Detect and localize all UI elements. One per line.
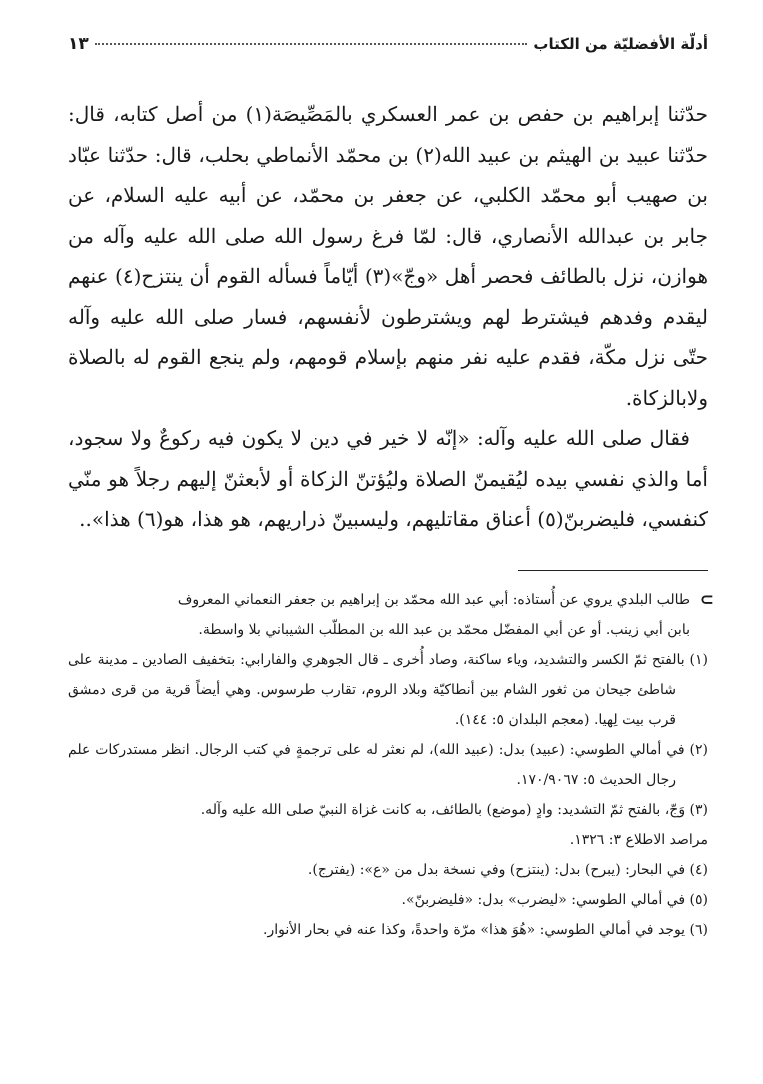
footnote-4: (٤) في البحار: (يبرح) بدل: (ينتزح) وفي نسخة بدل من «ع»: (يفترج). bbox=[307, 861, 708, 878]
running-header bbox=[68, 34, 708, 62]
book-page bbox=[68, 34, 714, 1064]
paragraph-hadith: فقال صلى الله عليه وآله: «إنّه لا خير في دين لا يكون فيه ركوعٌ ولا سجود، أما والذي نفسي بيده ليُقيمنّ الصلاة وليُؤتنّ الزكاة أو لأبعثنّ إليهم رجلاً هو منّي كنفسي، فليضربنّ(٥) أعناق مقاتليهم، وليسبينّ ذراريهم، هو هذا، هو(٦) هذا».. bbox=[68, 426, 708, 531]
footnotes bbox=[68, 585, 714, 945]
main-text bbox=[68, 94, 708, 540]
page-number: ١٣ bbox=[68, 34, 89, 54]
header-dot-leader bbox=[95, 43, 528, 45]
chapter-title: أدلّة الأفضليّة من الكتاب bbox=[533, 35, 708, 53]
footnote-1: (١) بالفتح ثمّ الكسر والتشديد، وياء ساكنة، وصاد أُخرى ـ قال الجوهري والفارابي: بتخفيف الصادين ـ مدينة على شاطئ جيحان من ثغور الشام بين أنطاكيّة وبلاد الروم، تقارب طرسوس. وهي أيضاً قرية من قرى دمشق قرب بيت لِهيا. (معجم البلدان ٥: ١٤٤). bbox=[68, 651, 708, 728]
footnote-3: (٣) وَجّ، بالفتح ثمّ التشديد: وادٍ (موضع) بالطائف، به كانت غزاة النبيّ صلى الله عليه وآله. bbox=[200, 801, 708, 818]
footnote-continuation-line-2: بابن أبي زينب. أو عن أبي المفضّل محمّد بن عبد الله بن المطلّب الشيباني بلا واسطة. bbox=[198, 621, 690, 638]
footnote-5: (٥) في أمالي الطوسي: «ليضرب» بدل: «فليضربنّ». bbox=[401, 891, 708, 908]
footnote-continuation-line-1: طالب البلدي يروي عن أُستاذه: أبي عبد الله محمّد بن إبراهيم بن جعفر النعماني المعروف bbox=[177, 591, 690, 608]
footnote-divider bbox=[518, 570, 708, 571]
continuation-arrow-icon: ⊃ bbox=[699, 589, 714, 610]
footnote-continuation bbox=[68, 585, 714, 645]
footnote-6: (٦) يوجد في أمالي الطوسي: «هُوَ هذا» مرّة واحدةً، وكذا عنه في بحار الأنوار. bbox=[263, 921, 708, 938]
footnote-2: (٢) في أمالي الطوسي: (عبيد) بدل: (عبيد الله)، لم نعثر له على ترجمةٍ في كتب الرجال. انظر مستدركات علم رجال الحديث ٥: ١٧٠/٩٠٦٧. bbox=[68, 741, 708, 788]
paragraph-narration: حدّثنا إبراهيم بن حفص بن عمر العسكري بالمَصِّيصَة(١) من أصل كتابه، قال: حدّثنا عبيد بن الهيثم بن عبيد الله(٢) بن محمّد الأنماطي بحلب، قال: حدّثنا عبّاد بن صهيب أبو محمّد الكلبي، عن جعفر بن محمّد، عن أبيه عليه السلام، عن جابر بن عبدالله الأنصاري، قال: لمّا فرغ رسول الله صلى الله عليه وآله من هوازن، نزل بالطائف فحصر أهل «وجّ»(٣) أيّاماً فسأله القوم أن ينتزح(٤) عنهم ليقدم وفدهم فيشترط لهم ويشترطون لأنفسهم، فسار صلى الله عليه وآله حتّى نزل مكّة، فقدم عليه نفر منهم بإسلام قومهم، ولم ينجع القوم له بالصلاة ولابالزكاة. bbox=[68, 102, 709, 410]
footnote-3-source: مراصد الاطلاع ٣: ١٣٢٦. bbox=[569, 831, 708, 848]
